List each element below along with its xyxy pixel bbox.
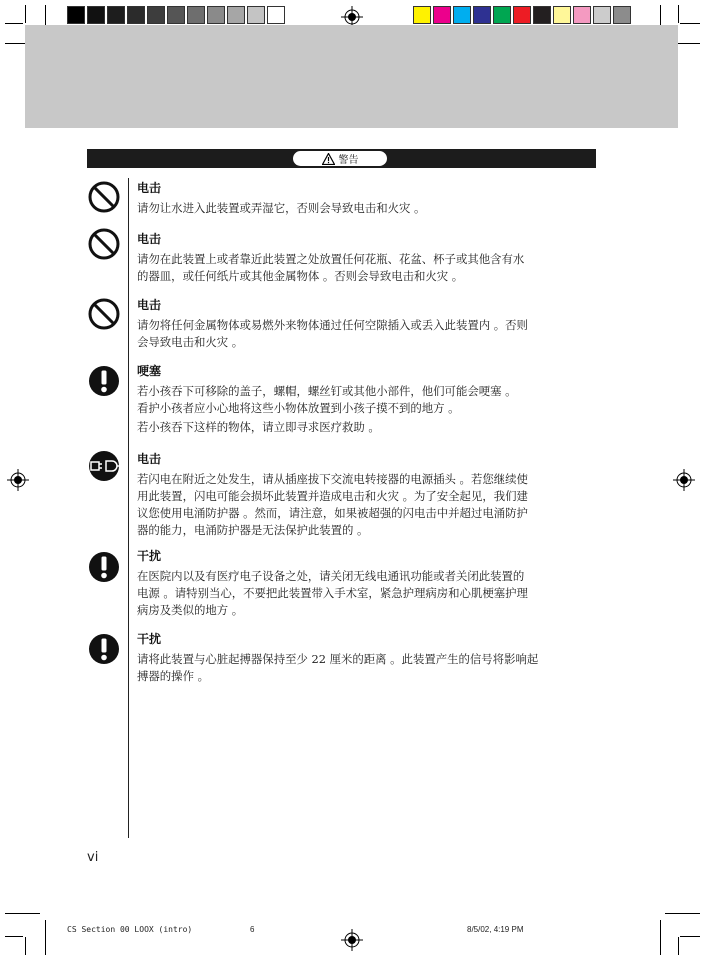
text-line: 请勿让水进入此装置或弄湿它，否则会导致电击和火灾 。	[137, 201, 426, 215]
warning-item-title: 电击	[137, 181, 162, 195]
warning-item-text	[137, 383, 597, 436]
warning-item-interference-pacemaker	[137, 631, 597, 685]
color-swatch	[127, 6, 145, 24]
warning-label: 警告	[338, 155, 359, 166]
color-swatch	[493, 6, 511, 24]
text-line: 若小孩吞下这样的物体，请立即寻求医疗救助 。	[137, 420, 380, 434]
crop-mark	[25, 5, 26, 23]
color-swatch	[533, 6, 551, 24]
warning-item-choking	[137, 363, 597, 436]
exclamation-icon	[87, 364, 121, 398]
crop-mark	[45, 920, 46, 955]
footer-date: 8/5/02, 4:19 PM	[467, 925, 524, 934]
color-swatch	[67, 6, 85, 24]
color-swatch	[613, 6, 631, 24]
text-line: 用此装置，闪电可能会损坏此装置并造成电击和火灾 。为了安全起见，我们建	[137, 489, 528, 503]
color-swatch	[107, 6, 125, 24]
warning-item-title: 干扰	[137, 549, 162, 563]
text-line: 搏器的操作 。	[137, 669, 209, 683]
crop-mark	[5, 913, 40, 914]
color-swatch	[473, 6, 491, 24]
crop-mark	[665, 913, 700, 914]
color-swatch	[553, 6, 571, 24]
text-line: 请将此装置与心脏起搏器保持至少 22 厘米的距离 。此装置产生的信号将影响起	[137, 652, 539, 666]
crop-mark	[678, 5, 679, 23]
text-line: 请勿将任何金属物体或易燃外来物体通过任何空隙插入或丢入此装置内 。否则	[137, 318, 528, 332]
color-swatch	[187, 6, 205, 24]
warning-item-text	[137, 568, 597, 619]
prohibited-icon	[87, 227, 121, 261]
warning-item-title: 哽塞	[137, 364, 162, 378]
crop-mark	[680, 936, 700, 937]
color-swatch	[147, 6, 165, 24]
text-line: 若闪电在附近之处发生，请从插座拔下交流电转接器的电源插头 。若您继续使	[137, 472, 528, 486]
exclamation-icon	[87, 632, 121, 666]
warning-label-pill	[293, 151, 387, 166]
registration-mark-icon	[341, 929, 363, 951]
warning-item-title: 电击	[137, 298, 162, 312]
text-line: 电源 。请特别当心，不要把此装置带入手术室，紧急护理病房和心肌梗塞护理	[137, 586, 528, 600]
color-swatch	[433, 6, 451, 24]
registration-mark-icon	[673, 469, 695, 491]
footer-page: 6	[250, 925, 255, 934]
color-swatch	[227, 6, 245, 24]
crop-mark	[660, 920, 661, 955]
crop-mark	[5, 23, 23, 24]
warning-item-title: 电击	[137, 452, 162, 466]
warning-item-electric-shock-containers	[137, 231, 597, 285]
color-swatch	[87, 6, 105, 24]
warning-triangle-icon	[322, 153, 335, 165]
warning-item-electric-shock-water	[137, 180, 597, 217]
color-swatch	[593, 6, 611, 24]
gray-calibration-bar	[67, 6, 287, 24]
color-swatch	[207, 6, 225, 24]
text-line: 请勿在此装置上或者靠近此装置之处放置任何花瓶、花盆、杯子或其他含有水	[137, 252, 525, 266]
warning-item-text	[137, 651, 597, 685]
warning-item-text	[137, 200, 597, 217]
page-number: vi	[87, 850, 99, 865]
warning-item-text	[137, 317, 597, 351]
warning-item-text	[137, 471, 597, 539]
unplug-icon	[87, 449, 121, 483]
prohibited-icon	[87, 297, 121, 331]
warning-item-title: 干扰	[137, 632, 162, 646]
color-swatch	[513, 6, 531, 24]
text-line: 看护小孩者应小心地将这些小物体放置到小孩子摸不到的地方 。	[137, 401, 460, 415]
color-swatch	[267, 6, 285, 24]
warning-item-electric-shock-objects	[137, 297, 597, 351]
warning-item-lightning	[137, 451, 597, 539]
crop-mark	[678, 937, 679, 955]
text-line: 若小孩吞下可移除的盖子，螺帽，螺丝钉或其他小部件，他们可能会哽塞 。	[137, 384, 517, 398]
color-swatch	[413, 6, 431, 24]
color-swatch	[453, 6, 471, 24]
color-swatch	[167, 6, 185, 24]
warning-header-bar	[87, 149, 596, 168]
warning-item-interference-hospital	[137, 548, 597, 619]
registration-mark-icon	[7, 469, 29, 491]
text-line: 器的能力，电涌防护器是无法保护此装置的 。	[137, 523, 369, 537]
header-band	[25, 25, 678, 128]
crop-mark	[25, 937, 26, 955]
prohibited-icon	[87, 180, 121, 214]
content-divider-line	[128, 178, 129, 838]
crop-mark	[680, 23, 700, 24]
text-line: 病房及类似的地方 。	[137, 603, 244, 617]
warning-item-title: 电击	[137, 232, 162, 246]
text-line: 会导致电击和火灾 。	[137, 335, 244, 349]
color-swatch	[247, 6, 265, 24]
crop-mark	[5, 936, 23, 937]
exclamation-icon	[87, 550, 121, 584]
color-calibration-bar	[413, 6, 633, 24]
color-swatch	[573, 6, 591, 24]
footer-file-name: CS Section 00 LOOX (intro)	[67, 925, 193, 934]
text-line: 在医院内以及有医疗电子设备之处，请关闭无线电通讯功能或者关闭此装置的	[137, 569, 525, 583]
text-line: 议您使用电涌防护器 。然而，请注意，如果被超强的闪电击中并超过电涌防护	[137, 506, 528, 520]
text-line: 的器皿，或任何纸片或其他金属物体 。否则会导致电击和火灾 。	[137, 269, 464, 283]
warning-item-text	[137, 251, 597, 285]
